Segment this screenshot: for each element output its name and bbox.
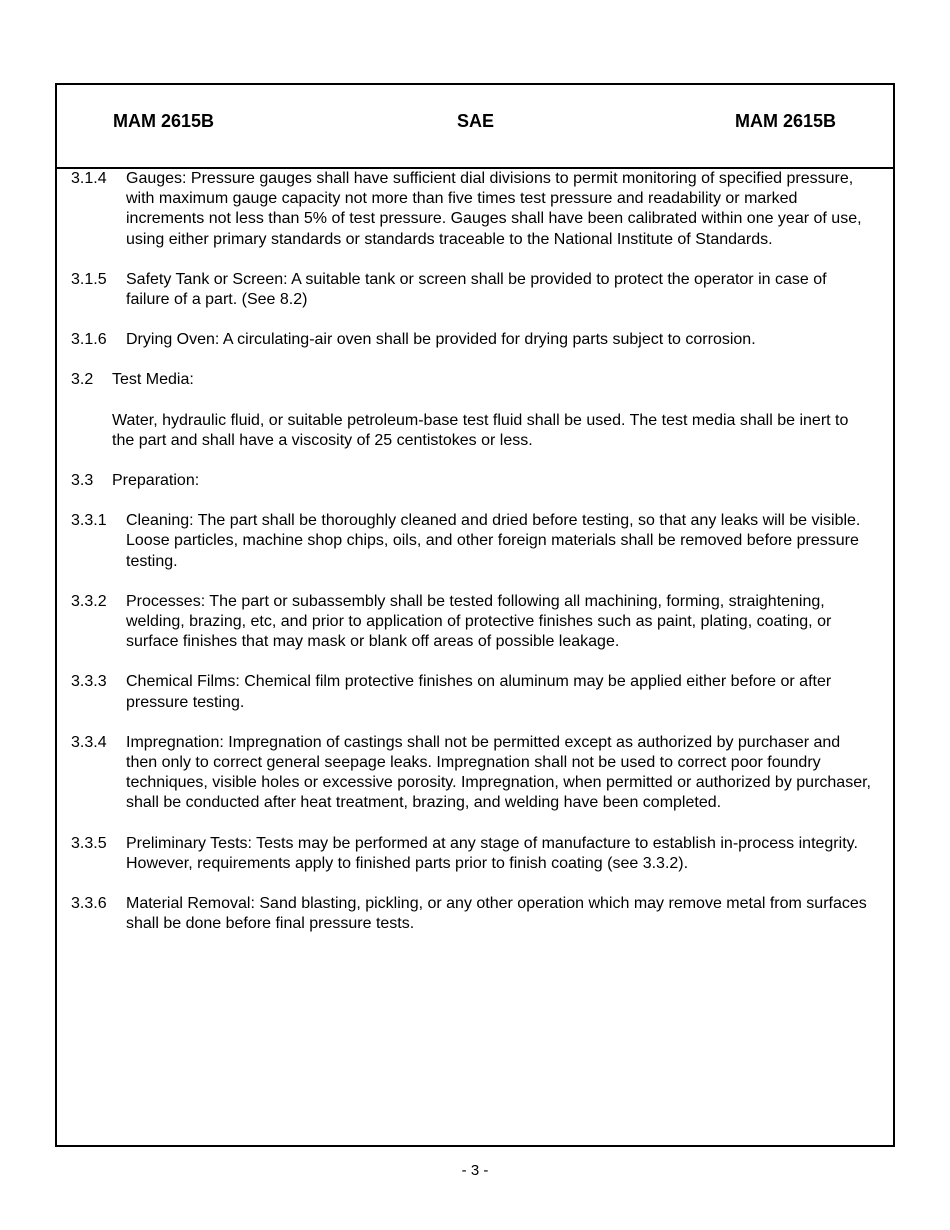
document-body — [57, 169, 893, 954]
section-3-3-6 — [57, 894, 893, 934]
section-text: Safety Tank or Screen: A suitable tank or screen shall be provided to protect the operator in case of failure of a part. (See 8.2) — [126, 270, 827, 309]
section-3-3-5 — [57, 834, 893, 874]
section-text: Drying Oven: A circulating-air oven shall be provided for drying parts subject to corrosion. — [126, 331, 756, 349]
section-3-1-6 — [57, 330, 893, 350]
section-3-1-4 — [57, 169, 893, 250]
section-3-2-body — [57, 411, 893, 451]
section-text: Cleaning: The part shall be thoroughly cleaned and dried before testing, so that any leaks will be visible. Loose particles, machine shop chips, oils, and other foreign materials shall be removed before pressure testing. — [126, 512, 861, 570]
page-frame — [55, 83, 895, 1147]
section-number: 3.3 — [71, 472, 94, 490]
section-text: Processes: The part or subassembly shall be tested following all machining, forming, straightening, welding, brazing, etc, and prior to application of protective finishes such as paint, plating, coating, or surface finishes that may mask or blank off areas of possible leakage. — [126, 592, 832, 651]
section-3-1-5 — [57, 270, 893, 310]
section-number: 3.3.5 — [71, 834, 107, 852]
section-text: Material Removal: Sand blasting, pickling, or any other operation which may remove metal from surfaces shall be done before final pressure tests. — [126, 895, 867, 933]
section-number: 3.3.2 — [71, 592, 107, 610]
section-number: 3.1.5 — [71, 270, 107, 288]
section-3-3-2 — [57, 592, 893, 653]
section-heading: Test Media: — [112, 371, 194, 389]
section-3-3 — [57, 471, 893, 491]
section-text: Water, hydraulic fluid, or suitable petroleum-base test fluid shall be used. The test media shall be inert to the part and shall have a viscosity of 25 centistokes or less. — [112, 411, 849, 449]
section-heading: Preparation: — [112, 472, 200, 490]
page-header — [57, 85, 893, 169]
section-number: 3.1.4 — [71, 170, 107, 187]
section-number: 3.1.6 — [71, 331, 107, 349]
header-org: SAE — [457, 111, 495, 131]
page-number: - 3 - — [461, 1162, 489, 1179]
section-number: 3.3.3 — [71, 673, 107, 691]
section-number: 3.2 — [71, 371, 94, 389]
header-doc-id-right: MAM 2615B — [735, 111, 837, 131]
section-3-3-4 — [57, 733, 893, 814]
section-text: Impregnation: Impregnation of castings shall not be permitted except as authorized by purchaser and then only to correct general seepage leaks. Impregnation shall not be used to correct poor foundry techniques, visible holes or excessive porosity. Impregnation, when permitted or authorized by purchaser, shall be conducted after heat treatment, brazing, and welding have been completed. — [126, 733, 871, 812]
section-3-2 — [57, 370, 893, 390]
section-3-3-3 — [57, 672, 893, 712]
section-text: Preliminary Tests: Tests may be performed at any stage of manufacture to establish in-process integrity. However, requirements apply to finished parts prior to finish coating (see 3.3.2). — [126, 834, 858, 872]
section-text: Gauges: Pressure gauges shall have sufficient dial divisions to permit monitoring of specified pressure, with maximum gauge capacity not more than five times test pressure and readability or marked increments not less than 5% of test pressure. Gauges shall have been calibrated within one year of use, using either primary standards or standards traceable to the National Institute of Standards. — [126, 170, 862, 248]
header-doc-id-left: MAM 2615B — [113, 111, 215, 131]
section-number: 3.3.4 — [71, 733, 107, 751]
section-text: Chemical Films: Chemical film protective finishes on aluminum may be applied either before or after pressure testing. — [126, 673, 832, 711]
section-number: 3.3.1 — [71, 512, 107, 530]
section-number: 3.3.6 — [71, 895, 107, 913]
section-3-3-1 — [57, 511, 893, 572]
